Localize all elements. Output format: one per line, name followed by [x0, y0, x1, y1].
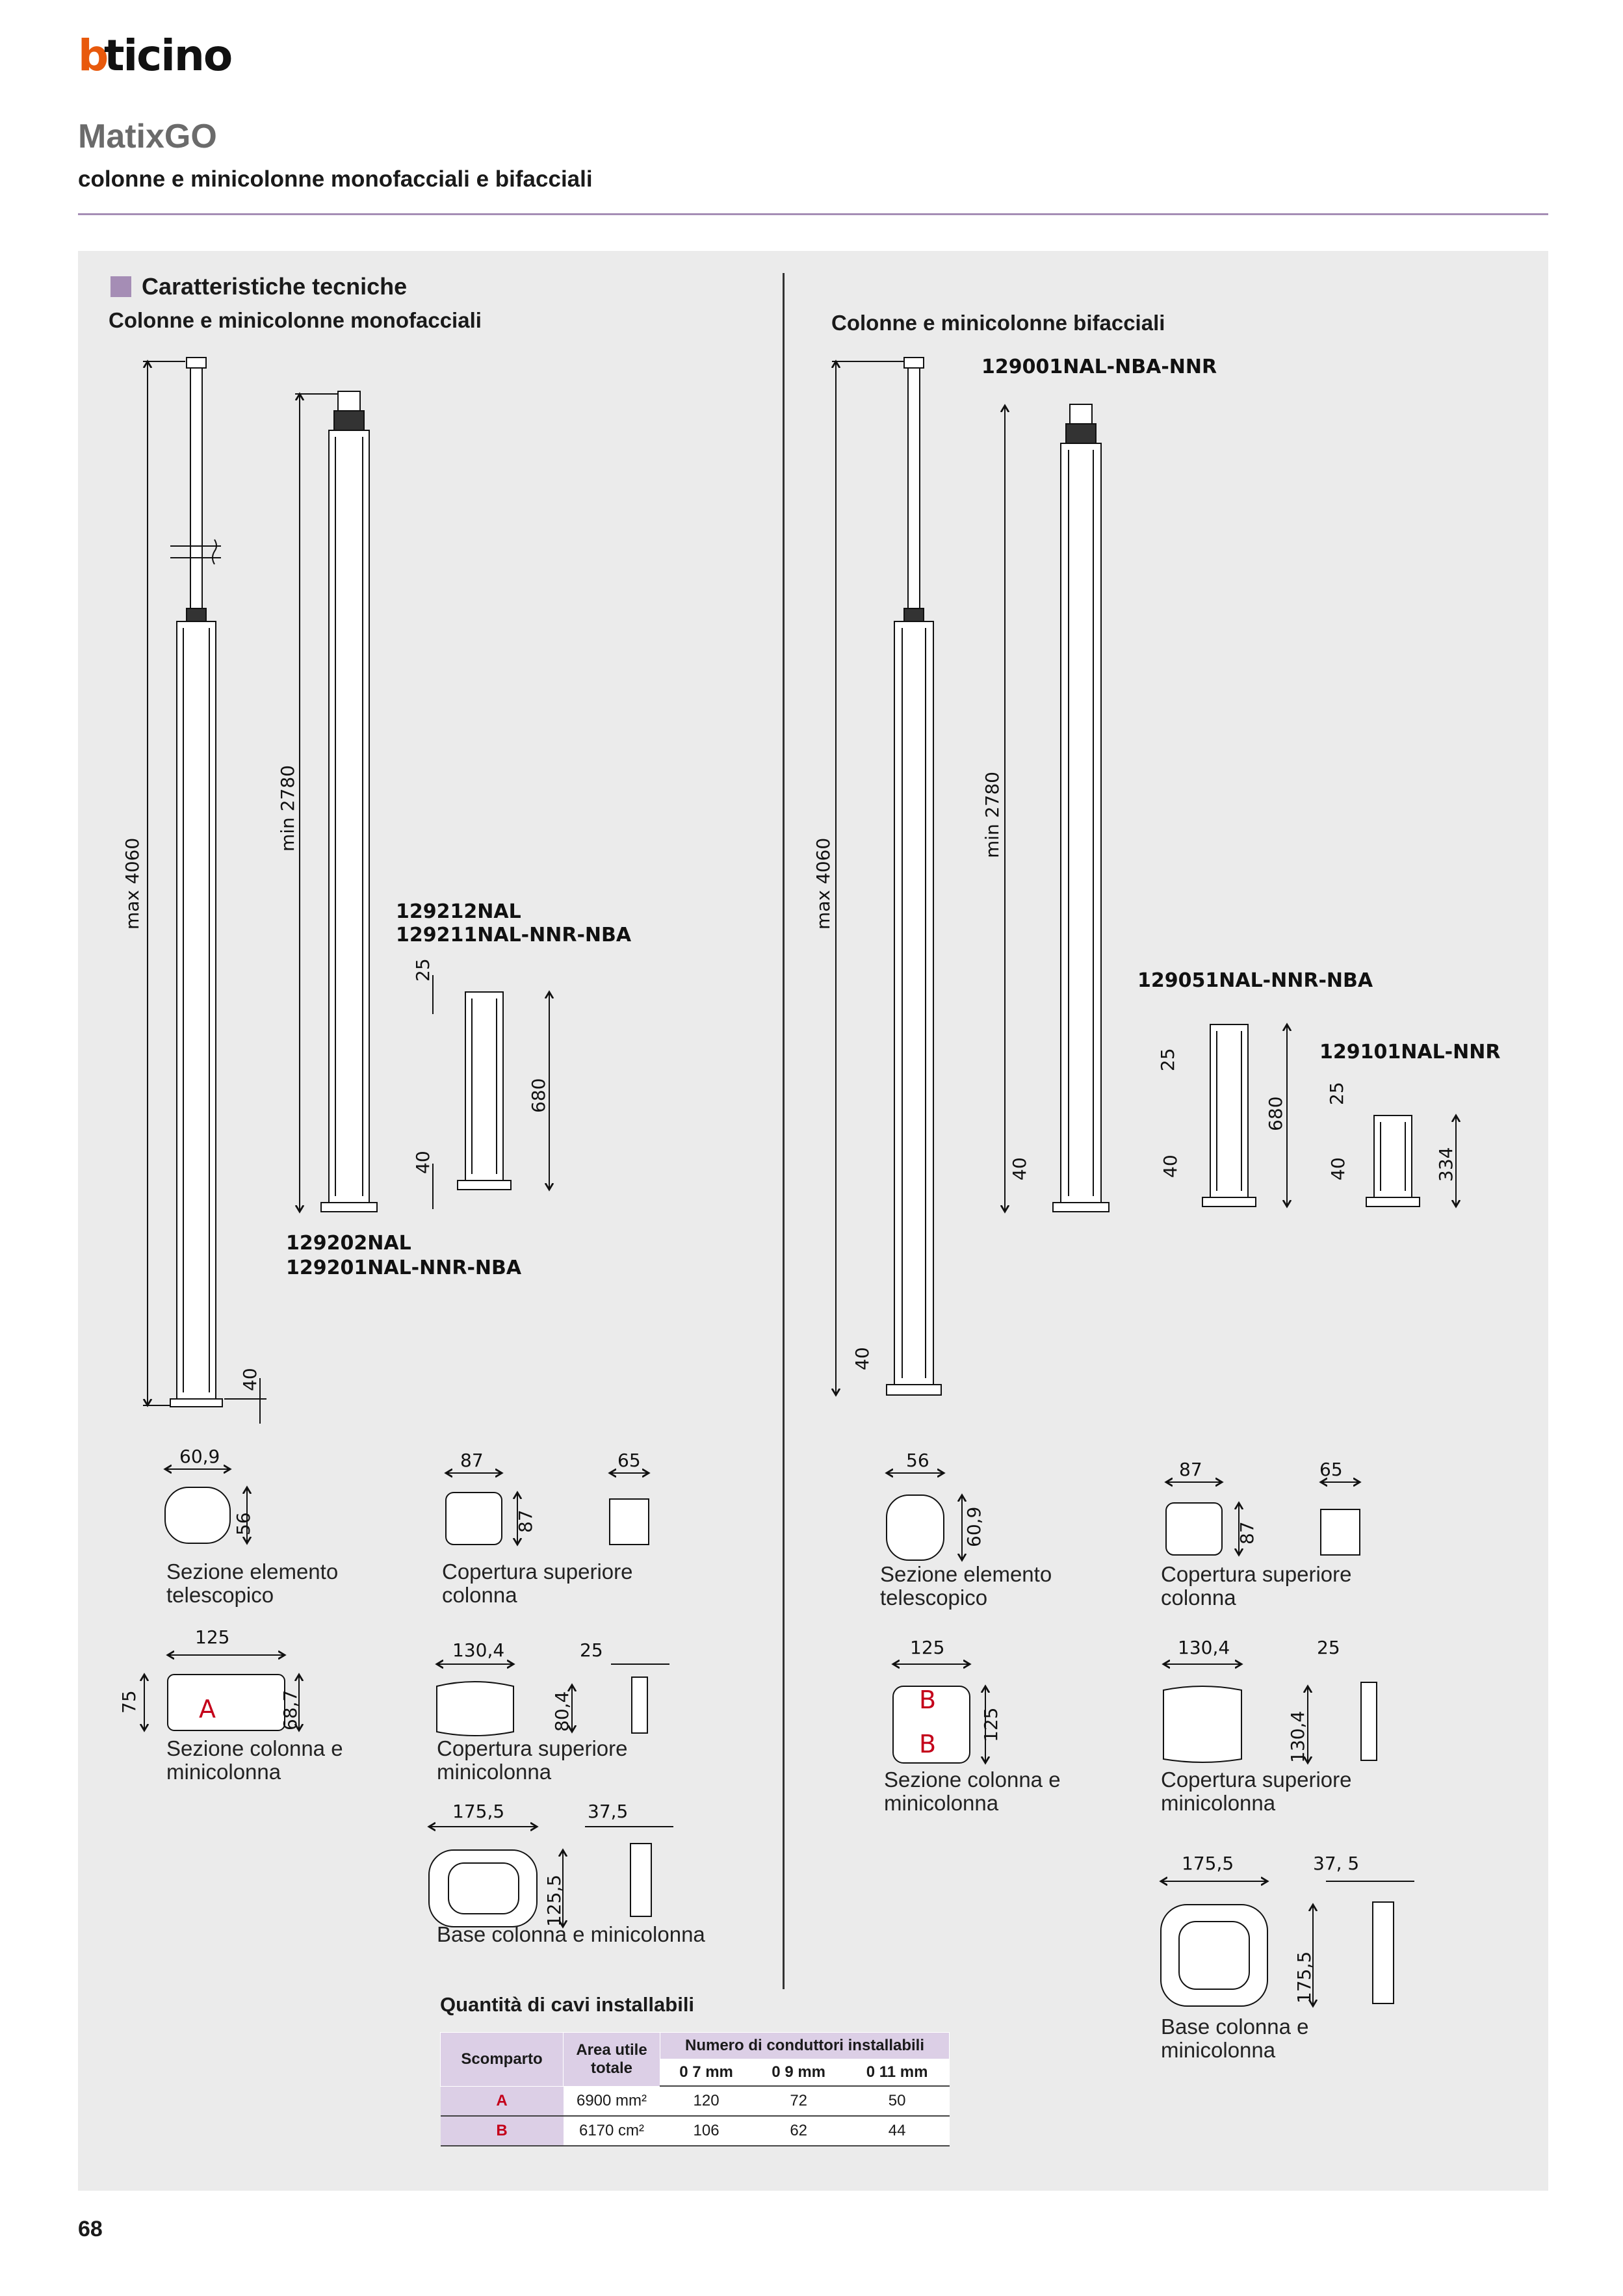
quantity-table: [440, 2032, 950, 2146]
right-mini-column-334: [1366, 1115, 1420, 1207]
right-dim-min: min 2780: [981, 772, 1003, 858]
left-dim-max: max 4060: [122, 837, 143, 930]
left-d-75: 75: [118, 1690, 140, 1714]
right-column: [1053, 404, 1109, 1212]
right-d-125a: 125: [910, 1637, 945, 1658]
left-d-804: 80,4: [551, 1691, 573, 1732]
right-caption-telescopic: Sezione elemento telescopico: [880, 1562, 1052, 1610]
right-d-65: 65: [1319, 1459, 1343, 1480]
left-d-1755: 175,5: [452, 1801, 505, 1822]
th-sub-1: 0 9 mm: [753, 2059, 845, 2087]
left-caption-cover-column: Copertura superiore colonna: [442, 1559, 633, 1607]
right-caption-section: Sezione colonna e minicolonna: [884, 1768, 1061, 1815]
row-v1: 72: [753, 2086, 845, 2116]
left-dim-40-b: 40: [412, 1151, 434, 1174]
left-mini-code-1: 129212NAL: [396, 900, 521, 923]
right-d-609: 60,9: [963, 1506, 985, 1547]
right-d-375: 37, 5: [1313, 1853, 1360, 1874]
left-heading: Colonne e minicolonne monofacciali: [109, 308, 482, 332]
th-sub-0: 0 7 mm: [660, 2059, 753, 2087]
left-d-25b: 25: [580, 1639, 603, 1661]
left-d-125: 125: [195, 1626, 230, 1648]
table-row: [441, 2086, 950, 2116]
left-d-1255: 125,5: [543, 1874, 565, 1927]
right-marker-b-bottom: B: [919, 1730, 937, 1758]
left-caption-telescopic: Sezione elemento telescopico: [166, 1559, 339, 1607]
left-telescopic-column: [170, 358, 222, 1407]
row-v0: 120: [660, 2086, 753, 2116]
left-marker-a: A: [199, 1695, 216, 1723]
left-caption-section: Sezione colonna e minicolonna: [166, 1736, 343, 1784]
page-subtitle: colonne e minicolonne monofacciali e bifacciali: [78, 166, 593, 192]
left-column-code-1: 129202NAL: [286, 1232, 411, 1255]
right-mini-column-680: [1202, 1024, 1256, 1207]
right-d-1304b: 130,4: [1287, 1710, 1308, 1763]
right-heading: Colonne e minicolonne bifacciali: [831, 311, 1165, 335]
right-dim-40-a: 40: [851, 1347, 873, 1370]
th-scomparto: Scomparto: [441, 2033, 564, 2087]
right-d-1755a: 175,5: [1182, 1853, 1234, 1874]
right-d-87a: 87: [1179, 1459, 1202, 1480]
left-caption-base: Base colonna e minicolonna: [437, 1922, 705, 1946]
row-v1: 62: [753, 2116, 845, 2146]
left-d-687: 68,7: [279, 1689, 301, 1730]
left-dim-680: 680: [528, 1078, 549, 1113]
page-number: 68: [78, 2217, 103, 2241]
row-label: A: [441, 2086, 564, 2116]
right-d-56: 56: [906, 1450, 929, 1471]
table-row: [441, 2116, 950, 2146]
left-d-1304: 130,4: [452, 1639, 505, 1661]
th-numero: Numero di conduttori installabili: [660, 2033, 950, 2059]
right-d-25b: 25: [1317, 1637, 1340, 1658]
right-dim-40-d: 40: [1327, 1157, 1349, 1181]
left-d-65: 65: [617, 1450, 641, 1471]
right-d-87b: 87: [1236, 1521, 1258, 1545]
quantity-title: Quantità di cavi installabili: [440, 1993, 695, 2016]
left-mini-column: [458, 992, 511, 1190]
right-dim-40-b: 40: [1009, 1157, 1030, 1181]
left-column-code-2: 129201NAL-NNR-NBA: [286, 1257, 522, 1279]
right-dim-25-a: 25: [1157, 1048, 1178, 1071]
th-sub-2: 0 11 mm: [845, 2059, 950, 2087]
right-caption-cover-mini: Copertura superiore minicolonna: [1161, 1768, 1352, 1815]
left-d-56: 56: [233, 1512, 254, 1535]
right-caption-base: Base colonna e minicolonna: [1161, 2015, 1309, 2062]
left-dim-min: min 2780: [277, 765, 298, 852]
row-area: 6900 mm²: [564, 2086, 660, 2116]
right-column-code: 129001NAL-NBA-NNR: [981, 356, 1217, 378]
right-d-1304a: 130,4: [1178, 1637, 1230, 1658]
th-area: Area utile totale: [564, 2033, 660, 2087]
right-d-1755b: 175,5: [1293, 1951, 1315, 2003]
right-mini-code-2: 129101NAL-NNR: [1319, 1041, 1501, 1063]
left-d-87b: 87: [515, 1509, 536, 1533]
svg-text:ticino: ticino: [104, 34, 232, 75]
row-v2: 44: [845, 2116, 950, 2146]
row-label: B: [441, 2116, 564, 2146]
right-mini-code-1: 129051NAL-NNR-NBA: [1137, 969, 1373, 992]
right-dim-25-b: 25: [1326, 1082, 1347, 1105]
left-dim-25: 25: [412, 958, 434, 982]
left-d-609: 60,9: [179, 1446, 220, 1467]
right-marker-b-top: B: [919, 1686, 937, 1714]
left-caption-cover-mini: Copertura superiore minicolonna: [437, 1736, 628, 1784]
right-dim-max: max 4060: [812, 837, 834, 930]
left-d-87a: 87: [460, 1450, 484, 1471]
right-dim-334: 334: [1435, 1147, 1457, 1182]
left-mini-code-2: 129211NAL-NNR-NBA: [396, 924, 632, 946]
row-v0: 106: [660, 2116, 753, 2146]
left-column: [321, 391, 377, 1212]
left-d-375: 37,5: [588, 1801, 629, 1822]
left-dim-40-a: 40: [239, 1368, 261, 1391]
right-telescopic-column: [887, 358, 941, 1395]
right-dim-40-c: 40: [1160, 1155, 1181, 1178]
svg-text:b: b: [78, 34, 108, 75]
page-title: MatixGO: [78, 118, 217, 155]
section-title-text: Caratteristiche tecniche: [142, 273, 408, 300]
row-v2: 50: [845, 2086, 950, 2116]
row-area: 6170 cm²: [564, 2116, 660, 2146]
right-dim-680: 680: [1265, 1096, 1286, 1131]
right-caption-cover-column: Copertura superiore colonna: [1161, 1562, 1352, 1610]
right-d-125b: 125: [980, 1707, 1002, 1742]
